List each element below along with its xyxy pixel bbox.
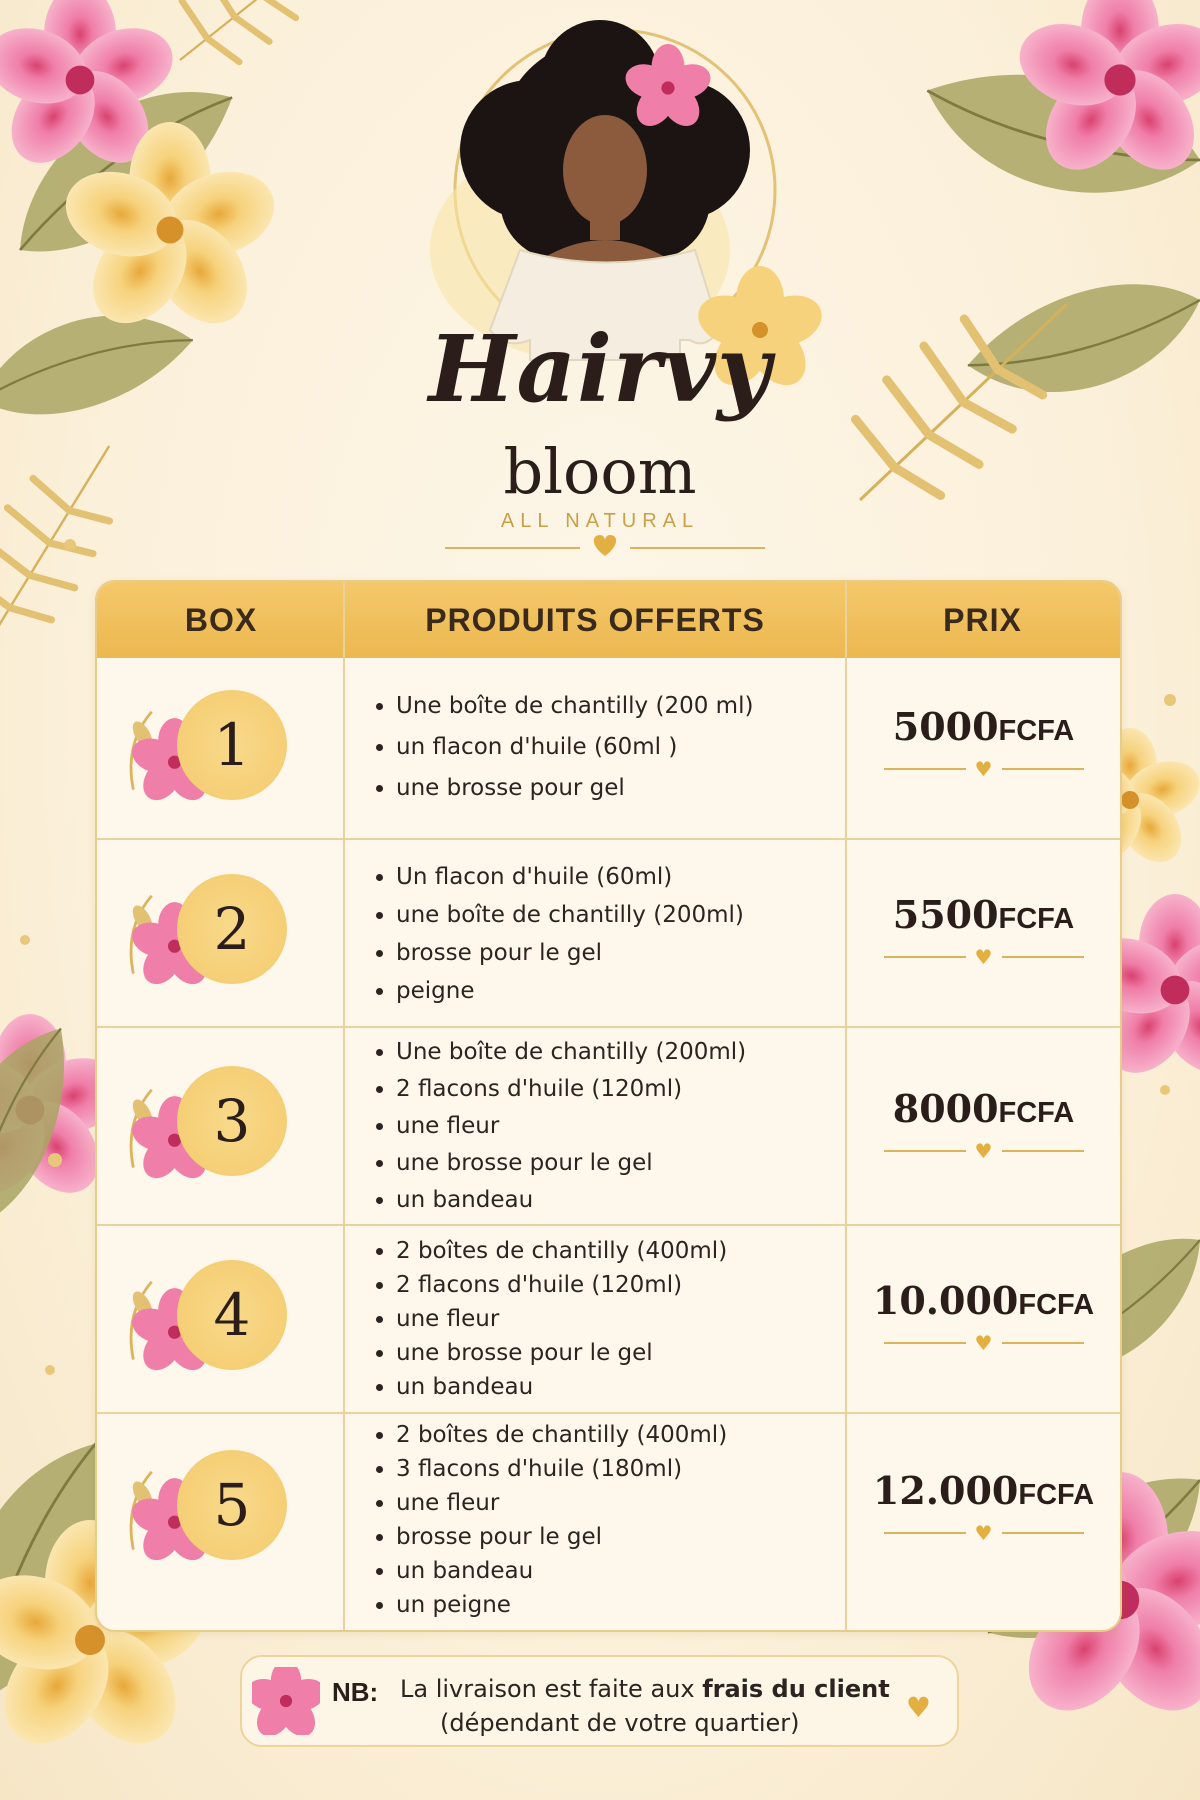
pricing-table: [95, 580, 1122, 1632]
table-header: [97, 582, 1120, 658]
price-currency: FCFA: [1018, 1479, 1095, 1511]
heart-icon: ♥: [974, 1521, 993, 1545]
price-divider: [884, 1523, 1084, 1543]
product-item: • une brosse pour le gel: [396, 1336, 856, 1370]
box-number: 1: [177, 690, 287, 800]
product-list: [372, 686, 856, 809]
heart-icon: ♥: [974, 757, 993, 781]
product-item: • un bandeau: [396, 1554, 856, 1588]
box-number: 4: [177, 1260, 287, 1370]
heart-icon: ♥: [974, 945, 993, 969]
table-row: [97, 658, 1120, 838]
product-item: • une brosse pour le gel: [396, 1145, 856, 1182]
product-item: • 2 flacons d'huile (120ml): [396, 1268, 856, 1302]
product-item: • un bandeau: [396, 1370, 856, 1404]
product-item: • un flacon d'huile (60ml ): [396, 727, 856, 768]
price-currency: FCFA: [998, 1097, 1075, 1129]
brand-tagline: ALL NATURAL: [500, 510, 700, 532]
box-number-cell: [97, 1028, 345, 1224]
product-item: • Une boîte de chantilly (200ml): [396, 1034, 856, 1071]
note-label: NB:: [332, 1677, 379, 1707]
price-cell: [847, 1086, 1120, 1161]
header-box: BOX: [184, 601, 258, 638]
box-number-cell: [97, 840, 345, 1026]
header-price: PRIX: [943, 601, 1022, 638]
brand-logo-sub: bloom: [503, 435, 697, 508]
product-item: • brosse pour le gel: [396, 1520, 856, 1554]
box-number-cell: [97, 658, 345, 838]
table-row: [97, 1028, 1120, 1224]
product-item: • une brosse pour gel: [396, 768, 856, 809]
brand-logo-script: Hairvy: [428, 315, 772, 423]
price-divider: [884, 759, 1084, 779]
product-list: [372, 1418, 856, 1622]
price-value: 8000: [892, 1086, 999, 1131]
price-value: 5000: [892, 704, 999, 749]
price-currency: FCFA: [998, 903, 1075, 935]
price-cell: [847, 892, 1120, 967]
delivery-note: [240, 1655, 959, 1747]
box-number: 3: [177, 1066, 287, 1176]
box-number-cell: [97, 1226, 345, 1412]
product-list: [372, 1234, 856, 1404]
product-item: • Un flacon d'huile (60ml): [396, 858, 856, 896]
price-divider: [884, 1333, 1084, 1353]
price-cell: [847, 1278, 1120, 1353]
heart-icon: ♥: [974, 1331, 993, 1355]
note-line-1: [400, 1675, 890, 1703]
table-row: [97, 840, 1120, 1026]
box-number: 2: [177, 874, 287, 984]
price-currency: FCFA: [1018, 1289, 1095, 1321]
note-line-1-prefix: La livraison est faite aux: [400, 1675, 703, 1703]
product-item: • un peigne: [396, 1588, 856, 1622]
product-item: • 2 flacons d'huile (120ml): [396, 1071, 856, 1108]
price-value: 12.000: [872, 1468, 1019, 1513]
price-cell: [847, 1468, 1120, 1543]
product-item: • peigne: [396, 972, 856, 1010]
product-item: • une fleur: [396, 1302, 856, 1336]
table-row: [97, 1414, 1120, 1630]
table-row: [97, 1226, 1120, 1412]
box-number-cell: [97, 1414, 345, 1630]
price-currency: FCFA: [998, 715, 1075, 747]
product-item: • une fleur: [396, 1108, 856, 1145]
box-number: 5: [177, 1450, 287, 1560]
header-products: PRODUITS OFFERTS: [425, 601, 765, 638]
product-list: [372, 1034, 856, 1219]
product-item: • une fleur: [396, 1486, 856, 1520]
price-divider: [884, 1141, 1084, 1161]
product-item: • 2 boîtes de chantilly (400ml): [396, 1234, 856, 1268]
product-item: • un bandeau: [396, 1182, 856, 1219]
price-divider: [884, 947, 1084, 967]
product-item: • 3 flacons d'huile (180ml): [396, 1452, 856, 1486]
product-item: • 2 boîtes de chantilly (400ml): [396, 1418, 856, 1452]
product-item: • une boîte de chantilly (200ml): [396, 896, 856, 934]
heart-icon: ♥: [974, 1139, 993, 1163]
hibiscus-flower-icon: [252, 1667, 320, 1735]
heart-icon: ♥: [905, 1691, 931, 1724]
product-item: • Une boîte de chantilly (200 ml): [396, 686, 856, 727]
price-value: 5500: [892, 892, 999, 937]
note-line-2: (dépendant de votre quartier): [440, 1709, 800, 1737]
price-cell: [847, 704, 1120, 779]
price-value: 10.000: [872, 1278, 1019, 1323]
product-list: [372, 858, 856, 1010]
note-line-1-bold: frais du client: [702, 1675, 890, 1703]
product-item: • brosse pour le gel: [396, 934, 856, 972]
